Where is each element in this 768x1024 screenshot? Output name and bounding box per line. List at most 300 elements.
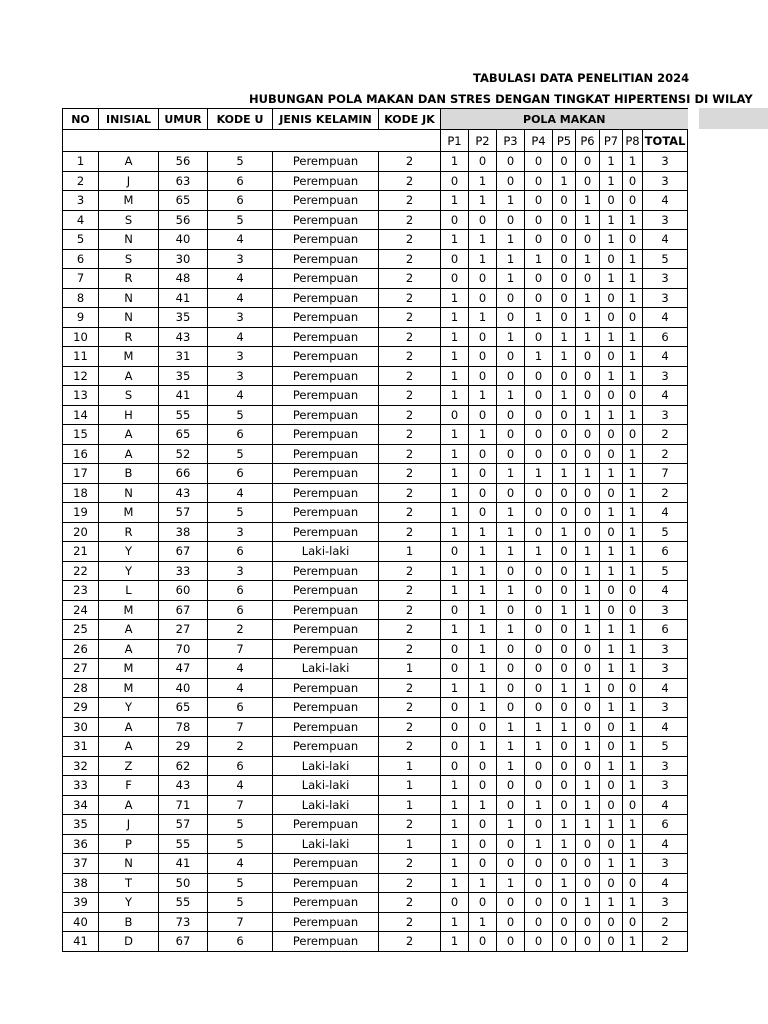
cell-p8: 0 bbox=[623, 795, 643, 815]
cell-umur: 27 bbox=[159, 620, 208, 640]
cell-kode-jk: 2 bbox=[379, 269, 441, 289]
cell-umur: 38 bbox=[159, 522, 208, 542]
cell-p5: 0 bbox=[553, 269, 576, 289]
cell-p3: 1 bbox=[497, 717, 525, 737]
cell-kode-u: 2 bbox=[208, 620, 273, 640]
cell-p7: 1 bbox=[600, 639, 623, 659]
cell-total: 3 bbox=[643, 893, 688, 913]
cell-p8: 1 bbox=[623, 854, 643, 874]
cell-p2: 0 bbox=[469, 815, 497, 835]
cell-p4: 0 bbox=[525, 600, 553, 620]
cell-kode-jk: 2 bbox=[379, 230, 441, 250]
table-row bbox=[63, 932, 688, 952]
cell-p1: 1 bbox=[441, 425, 469, 445]
cell-p4: 0 bbox=[525, 483, 553, 503]
cell-p7: 1 bbox=[600, 756, 623, 776]
cell-kode-u: 5 bbox=[208, 152, 273, 172]
cell-p3: 1 bbox=[497, 815, 525, 835]
cell-p1: 1 bbox=[441, 522, 469, 542]
cell-umur: 56 bbox=[159, 152, 208, 172]
header-p6: P6 bbox=[576, 130, 600, 152]
cell-p2: 1 bbox=[469, 522, 497, 542]
cell-umur: 52 bbox=[159, 444, 208, 464]
cell-p6: 1 bbox=[576, 620, 600, 640]
cell-p6: 1 bbox=[576, 737, 600, 757]
table-row bbox=[63, 503, 688, 523]
cell-kode-u: 5 bbox=[208, 444, 273, 464]
cell-kode-jk: 1 bbox=[379, 776, 441, 796]
cell-p7: 1 bbox=[600, 269, 623, 289]
cell-p4: 0 bbox=[525, 581, 553, 601]
header-p7: P7 bbox=[600, 130, 623, 152]
cell-jenis-kelamin: Perempuan bbox=[273, 912, 379, 932]
cell-kode-jk: 2 bbox=[379, 483, 441, 503]
cell-p3: 0 bbox=[497, 932, 525, 952]
cell-no: 34 bbox=[63, 795, 99, 815]
cell-no: 11 bbox=[63, 347, 99, 367]
cell-jenis-kelamin: Perempuan bbox=[273, 210, 379, 230]
cell-inisial: N bbox=[99, 230, 159, 250]
cell-p8: 1 bbox=[623, 288, 643, 308]
cell-p3: 0 bbox=[497, 288, 525, 308]
cell-p1: 0 bbox=[441, 269, 469, 289]
cell-p2: 0 bbox=[469, 834, 497, 854]
cell-p2: 0 bbox=[469, 327, 497, 347]
cell-kode-u: 3 bbox=[208, 347, 273, 367]
header-pola-makan: POLA MAKAN bbox=[441, 109, 688, 130]
cell-no: 40 bbox=[63, 912, 99, 932]
cell-kode-jk: 2 bbox=[379, 347, 441, 367]
cell-umur: 62 bbox=[159, 756, 208, 776]
cell-umur: 66 bbox=[159, 464, 208, 484]
cell-p2: 0 bbox=[469, 464, 497, 484]
table-row bbox=[63, 210, 688, 230]
cell-kode-u: 5 bbox=[208, 815, 273, 835]
cell-kode-jk: 2 bbox=[379, 717, 441, 737]
cell-p2: 0 bbox=[469, 854, 497, 874]
cell-p8: 0 bbox=[623, 912, 643, 932]
cell-p4: 0 bbox=[525, 561, 553, 581]
cell-p8: 0 bbox=[623, 171, 643, 191]
cell-p7: 1 bbox=[600, 152, 623, 172]
cell-p3: 0 bbox=[497, 425, 525, 445]
cell-p1: 1 bbox=[441, 854, 469, 874]
cell-umur: 71 bbox=[159, 795, 208, 815]
cell-total: 3 bbox=[643, 210, 688, 230]
cell-p5: 0 bbox=[553, 308, 576, 328]
cell-p7: 0 bbox=[600, 600, 623, 620]
cell-no: 20 bbox=[63, 522, 99, 542]
cell-kode-u: 7 bbox=[208, 717, 273, 737]
cell-umur: 67 bbox=[159, 542, 208, 562]
cell-p2: 1 bbox=[469, 561, 497, 581]
cell-umur: 55 bbox=[159, 405, 208, 425]
cell-p8: 1 bbox=[623, 717, 643, 737]
cell-p7: 1 bbox=[600, 366, 623, 386]
cell-p5: 0 bbox=[553, 561, 576, 581]
cell-p8: 1 bbox=[623, 464, 643, 484]
cell-inisial: S bbox=[99, 386, 159, 406]
cell-p3: 0 bbox=[497, 347, 525, 367]
cell-umur: 43 bbox=[159, 483, 208, 503]
cell-p5: 1 bbox=[553, 873, 576, 893]
cell-no: 2 bbox=[63, 171, 99, 191]
cell-p7: 1 bbox=[600, 698, 623, 718]
cell-total: 5 bbox=[643, 737, 688, 757]
cell-umur: 73 bbox=[159, 912, 208, 932]
cell-p4: 0 bbox=[525, 210, 553, 230]
cell-kode-u: 3 bbox=[208, 522, 273, 542]
cell-p6: 0 bbox=[576, 425, 600, 445]
table-row bbox=[63, 639, 688, 659]
cell-p1: 1 bbox=[441, 366, 469, 386]
cell-total: 7 bbox=[643, 464, 688, 484]
table-row bbox=[63, 698, 688, 718]
cell-p4: 1 bbox=[525, 737, 553, 757]
cell-jenis-kelamin: Perempuan bbox=[273, 620, 379, 640]
cell-umur: 43 bbox=[159, 327, 208, 347]
cell-kode-u: 3 bbox=[208, 308, 273, 328]
cell-kode-jk: 2 bbox=[379, 737, 441, 757]
cell-umur: 55 bbox=[159, 834, 208, 854]
cell-p5: 0 bbox=[553, 581, 576, 601]
cell-p3: 0 bbox=[497, 698, 525, 718]
cell-inisial: J bbox=[99, 815, 159, 835]
cell-total: 2 bbox=[643, 483, 688, 503]
cell-no: 21 bbox=[63, 542, 99, 562]
cell-p6: 0 bbox=[576, 386, 600, 406]
cell-kode-u: 5 bbox=[208, 503, 273, 523]
cell-kode-u: 6 bbox=[208, 698, 273, 718]
cell-jenis-kelamin: Perempuan bbox=[273, 444, 379, 464]
cell-p2: 1 bbox=[469, 678, 497, 698]
cell-p5: 0 bbox=[553, 425, 576, 445]
table-row bbox=[63, 737, 688, 757]
cell-p3: 1 bbox=[497, 249, 525, 269]
header-inisial: INISIAL bbox=[99, 109, 159, 130]
cell-jenis-kelamin: Perempuan bbox=[273, 171, 379, 191]
table-row bbox=[63, 191, 688, 211]
table-row bbox=[63, 269, 688, 289]
cell-inisial: Y bbox=[99, 893, 159, 913]
document-subtitle: HUBUNGAN POLA MAKAN DAN STRES DENGAN TINGKAT HIPERTENSI DI WILAY bbox=[249, 92, 753, 106]
table-row bbox=[63, 522, 688, 542]
cell-p3: 1 bbox=[497, 269, 525, 289]
cell-umur: 41 bbox=[159, 386, 208, 406]
header-jenis-kelamin: JENIS KELAMIN bbox=[273, 109, 379, 130]
header-no: NO bbox=[63, 109, 99, 130]
cell-p2: 0 bbox=[469, 776, 497, 796]
cell-p8: 1 bbox=[623, 737, 643, 757]
cell-inisial: A bbox=[99, 425, 159, 445]
table-row bbox=[63, 717, 688, 737]
cell-no: 3 bbox=[63, 191, 99, 211]
cell-umur: 31 bbox=[159, 347, 208, 367]
cell-no: 23 bbox=[63, 581, 99, 601]
cell-p2: 0 bbox=[469, 893, 497, 913]
cell-inisial: M bbox=[99, 191, 159, 211]
cell-jenis-kelamin: Perempuan bbox=[273, 522, 379, 542]
cell-umur: 65 bbox=[159, 425, 208, 445]
cell-inisial: F bbox=[99, 776, 159, 796]
cell-p4: 0 bbox=[525, 503, 553, 523]
cell-p5: 0 bbox=[553, 405, 576, 425]
cell-jenis-kelamin: Perempuan bbox=[273, 405, 379, 425]
cell-p1: 0 bbox=[441, 542, 469, 562]
cell-inisial: A bbox=[99, 620, 159, 640]
cell-p3: 1 bbox=[497, 542, 525, 562]
cell-total: 3 bbox=[643, 600, 688, 620]
cell-jenis-kelamin: Perempuan bbox=[273, 483, 379, 503]
table-row bbox=[63, 152, 688, 172]
cell-jenis-kelamin: Perempuan bbox=[273, 854, 379, 874]
cell-umur: 67 bbox=[159, 932, 208, 952]
cell-umur: 57 bbox=[159, 503, 208, 523]
table-row bbox=[63, 444, 688, 464]
cell-p7: 1 bbox=[600, 210, 623, 230]
table-row bbox=[63, 912, 688, 932]
cell-p6: 0 bbox=[576, 912, 600, 932]
cell-kode-jk: 1 bbox=[379, 795, 441, 815]
cell-p2: 0 bbox=[469, 152, 497, 172]
cell-p6: 0 bbox=[576, 873, 600, 893]
cell-p4: 0 bbox=[525, 873, 553, 893]
cell-p2: 1 bbox=[469, 698, 497, 718]
cell-total: 3 bbox=[643, 776, 688, 796]
cell-no: 12 bbox=[63, 366, 99, 386]
cell-p4: 1 bbox=[525, 347, 553, 367]
cell-p8: 1 bbox=[623, 561, 643, 581]
cell-p8: 0 bbox=[623, 386, 643, 406]
cell-p6: 0 bbox=[576, 503, 600, 523]
cell-kode-u: 6 bbox=[208, 932, 273, 952]
cell-inisial: M bbox=[99, 347, 159, 367]
cell-umur: 60 bbox=[159, 581, 208, 601]
table-row bbox=[63, 425, 688, 445]
cell-p6: 0 bbox=[576, 756, 600, 776]
cell-jenis-kelamin: Perempuan bbox=[273, 347, 379, 367]
cell-p3: 0 bbox=[497, 795, 525, 815]
cell-inisial: N bbox=[99, 483, 159, 503]
cell-no: 41 bbox=[63, 932, 99, 952]
cell-inisial: N bbox=[99, 288, 159, 308]
cell-p4: 0 bbox=[525, 522, 553, 542]
cell-p7: 0 bbox=[600, 581, 623, 601]
cell-kode-u: 4 bbox=[208, 659, 273, 679]
cell-p5: 1 bbox=[553, 171, 576, 191]
cell-p7: 0 bbox=[600, 678, 623, 698]
cell-total: 3 bbox=[643, 698, 688, 718]
cell-p1: 0 bbox=[441, 600, 469, 620]
cell-p1: 1 bbox=[441, 483, 469, 503]
cell-umur: 29 bbox=[159, 737, 208, 757]
cell-jenis-kelamin: Perempuan bbox=[273, 249, 379, 269]
cell-p2: 1 bbox=[469, 386, 497, 406]
table-row bbox=[63, 854, 688, 874]
cell-p2: 1 bbox=[469, 912, 497, 932]
cell-p7: 0 bbox=[600, 288, 623, 308]
table-row bbox=[63, 756, 688, 776]
cell-inisial: T bbox=[99, 873, 159, 893]
cell-no: 6 bbox=[63, 249, 99, 269]
cell-p5: 0 bbox=[553, 620, 576, 640]
cell-kode-jk: 2 bbox=[379, 581, 441, 601]
header-p2: P2 bbox=[469, 130, 497, 152]
cell-p7: 1 bbox=[600, 327, 623, 347]
cell-p1: 1 bbox=[441, 308, 469, 328]
cell-kode-u: 6 bbox=[208, 425, 273, 445]
cell-p7: 0 bbox=[600, 308, 623, 328]
cell-p5: 0 bbox=[553, 737, 576, 757]
cell-kode-u: 4 bbox=[208, 776, 273, 796]
cell-kode-jk: 2 bbox=[379, 932, 441, 952]
cell-p8: 1 bbox=[623, 776, 643, 796]
cell-p3: 1 bbox=[497, 191, 525, 211]
cell-p4: 0 bbox=[525, 659, 553, 679]
cell-p2: 1 bbox=[469, 171, 497, 191]
cell-jenis-kelamin: Perempuan bbox=[273, 873, 379, 893]
cell-kode-u: 6 bbox=[208, 542, 273, 562]
cell-p8: 1 bbox=[623, 698, 643, 718]
cell-kode-u: 3 bbox=[208, 366, 273, 386]
cell-p4: 0 bbox=[525, 191, 553, 211]
cell-p8: 1 bbox=[623, 483, 643, 503]
cell-total: 4 bbox=[643, 581, 688, 601]
cell-p4: 1 bbox=[525, 308, 553, 328]
cell-no: 19 bbox=[63, 503, 99, 523]
cell-p1: 0 bbox=[441, 249, 469, 269]
cell-p6: 0 bbox=[576, 522, 600, 542]
cell-no: 17 bbox=[63, 464, 99, 484]
cell-p7: 0 bbox=[600, 347, 623, 367]
cell-p6: 1 bbox=[576, 308, 600, 328]
cell-p1: 1 bbox=[441, 581, 469, 601]
cell-p8: 1 bbox=[623, 893, 643, 913]
cell-umur: 65 bbox=[159, 698, 208, 718]
cell-no: 9 bbox=[63, 308, 99, 328]
table-row bbox=[63, 795, 688, 815]
cell-p6: 0 bbox=[576, 152, 600, 172]
cell-p7: 0 bbox=[600, 717, 623, 737]
cell-p8: 0 bbox=[623, 873, 643, 893]
cell-kode-jk: 2 bbox=[379, 893, 441, 913]
table-row bbox=[63, 600, 688, 620]
cell-p1: 1 bbox=[441, 561, 469, 581]
table-row bbox=[63, 386, 688, 406]
cell-p4: 1 bbox=[525, 834, 553, 854]
header-p3: P3 bbox=[497, 130, 525, 152]
cell-p3: 1 bbox=[497, 522, 525, 542]
cell-p3: 0 bbox=[497, 444, 525, 464]
cell-kode-jk: 2 bbox=[379, 503, 441, 523]
cell-p4: 0 bbox=[525, 893, 553, 913]
cell-total: 5 bbox=[643, 249, 688, 269]
cell-p6: 0 bbox=[576, 717, 600, 737]
cell-no: 18 bbox=[63, 483, 99, 503]
cell-inisial: A bbox=[99, 366, 159, 386]
cell-kode-u: 5 bbox=[208, 210, 273, 230]
cell-umur: 33 bbox=[159, 561, 208, 581]
cell-inisial: M bbox=[99, 600, 159, 620]
cell-p6: 1 bbox=[576, 249, 600, 269]
cell-p7: 0 bbox=[600, 191, 623, 211]
cell-p5: 0 bbox=[553, 639, 576, 659]
cell-p4: 0 bbox=[525, 698, 553, 718]
cell-kode-u: 5 bbox=[208, 893, 273, 913]
cell-kode-u: 6 bbox=[208, 600, 273, 620]
cell-p1: 1 bbox=[441, 152, 469, 172]
cell-total: 2 bbox=[643, 444, 688, 464]
cell-p4: 0 bbox=[525, 776, 553, 796]
cell-umur: 40 bbox=[159, 230, 208, 250]
cell-p7: 0 bbox=[600, 912, 623, 932]
cell-p4: 0 bbox=[525, 386, 553, 406]
cell-umur: 41 bbox=[159, 854, 208, 874]
cell-p7: 1 bbox=[600, 464, 623, 484]
cell-kode-u: 4 bbox=[208, 854, 273, 874]
cell-total: 3 bbox=[643, 152, 688, 172]
cell-p1: 1 bbox=[441, 815, 469, 835]
cell-kode-jk: 2 bbox=[379, 288, 441, 308]
cell-p5: 0 bbox=[553, 210, 576, 230]
cell-p7: 0 bbox=[600, 386, 623, 406]
cell-jenis-kelamin: Perempuan bbox=[273, 639, 379, 659]
cell-total: 4 bbox=[643, 873, 688, 893]
cell-p2: 1 bbox=[469, 873, 497, 893]
cell-p8: 1 bbox=[623, 815, 643, 835]
cell-kode-u: 6 bbox=[208, 191, 273, 211]
cell-kode-u: 4 bbox=[208, 678, 273, 698]
cell-p5: 0 bbox=[553, 912, 576, 932]
cell-kode-jk: 2 bbox=[379, 620, 441, 640]
cell-total: 5 bbox=[643, 522, 688, 542]
cell-kode-u: 6 bbox=[208, 464, 273, 484]
cell-total: 3 bbox=[643, 639, 688, 659]
cell-p2: 1 bbox=[469, 600, 497, 620]
cell-p5: 0 bbox=[553, 366, 576, 386]
cell-p6: 1 bbox=[576, 191, 600, 211]
cell-p7: 1 bbox=[600, 542, 623, 562]
cell-kode-u: 4 bbox=[208, 288, 273, 308]
cell-inisial: A bbox=[99, 444, 159, 464]
cell-p1: 1 bbox=[441, 620, 469, 640]
cell-p2: 0 bbox=[469, 717, 497, 737]
cell-p3: 0 bbox=[497, 210, 525, 230]
cell-p3: 0 bbox=[497, 834, 525, 854]
cell-kode-jk: 2 bbox=[379, 405, 441, 425]
cell-p3: 0 bbox=[497, 308, 525, 328]
cell-p2: 1 bbox=[469, 581, 497, 601]
cell-inisial: N bbox=[99, 308, 159, 328]
cell-p8: 0 bbox=[623, 230, 643, 250]
cell-kode-jk: 2 bbox=[379, 425, 441, 445]
cell-p2: 0 bbox=[469, 366, 497, 386]
cell-p3: 0 bbox=[497, 600, 525, 620]
cell-p5: 1 bbox=[553, 600, 576, 620]
cell-p3: 0 bbox=[497, 893, 525, 913]
cell-p6: 1 bbox=[576, 815, 600, 835]
cell-p1: 0 bbox=[441, 659, 469, 679]
cell-umur: 47 bbox=[159, 659, 208, 679]
cell-p3: 1 bbox=[497, 581, 525, 601]
cell-p4: 0 bbox=[525, 932, 553, 952]
cell-kode-jk: 2 bbox=[379, 366, 441, 386]
cell-no: 14 bbox=[63, 405, 99, 425]
cell-kode-jk: 1 bbox=[379, 834, 441, 854]
header-blank bbox=[63, 130, 441, 152]
cell-inisial: Y bbox=[99, 561, 159, 581]
cell-kode-u: 4 bbox=[208, 483, 273, 503]
